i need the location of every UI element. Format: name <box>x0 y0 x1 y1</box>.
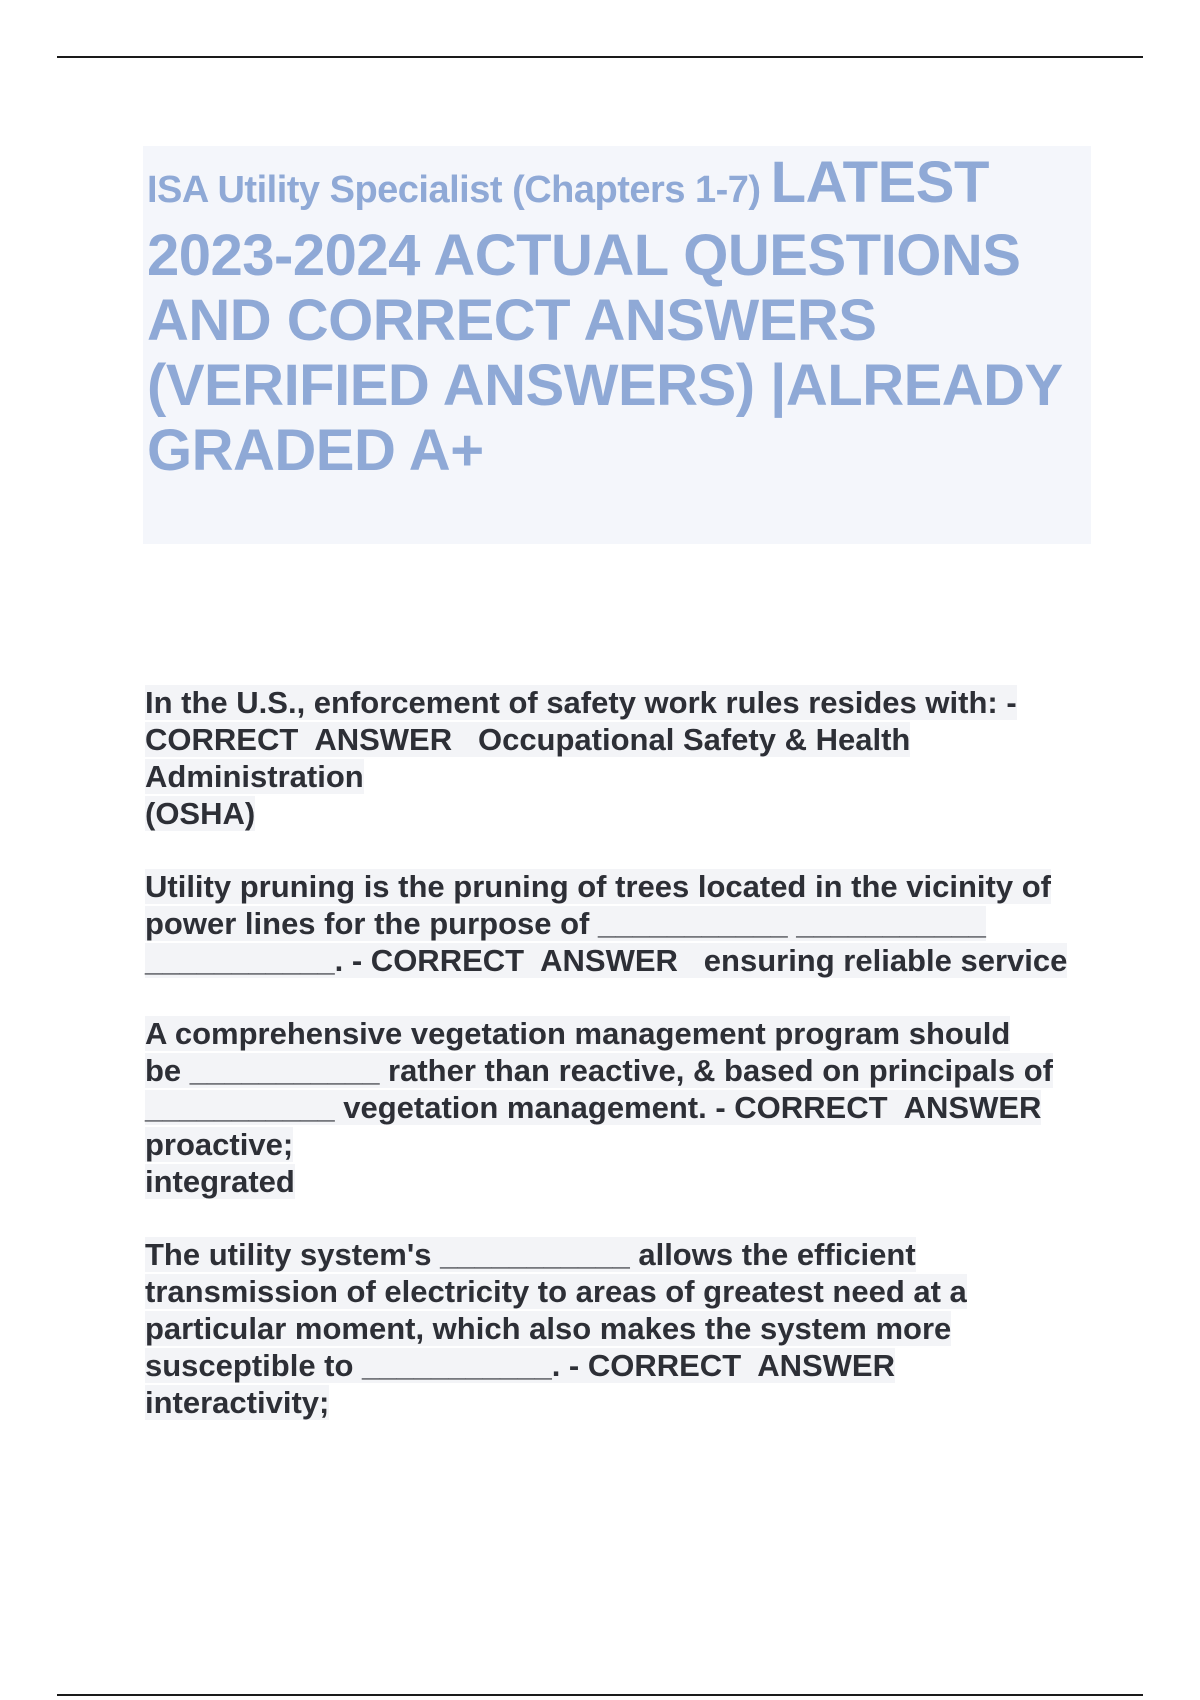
qa-line: be ___________ rather than reactive, & based on principals of <box>145 1053 1054 1088</box>
qa-line: ___________ vegetation management. - CORRECT ANSWER <box>145 1090 1042 1125</box>
bottom-divider <box>57 1694 1143 1696</box>
document-title-lead: ISA Utility Specialist (Chapters 1-7) <box>147 169 771 211</box>
qa-line: In the U.S., enforcement of safety work rules resides with: - <box>145 685 1017 720</box>
document-title <box>147 150 1087 483</box>
document-title-rest: LATEST 2023-2024 ACTUAL QUESTIONS AND CORRECT ANSWERS (VERIFIED ANSWERS) |ALREADY GRADED A+ <box>147 150 1062 483</box>
qa-line: (OSHA) <box>145 796 256 831</box>
qa-item <box>145 1236 1095 1421</box>
qa-line: CORRECT ANSWER Occupational Safety & Health <box>145 722 911 757</box>
qa-item <box>145 868 1095 979</box>
qa-list <box>145 684 1095 1457</box>
top-divider <box>57 56 1143 58</box>
qa-line: A comprehensive vegetation management program should <box>145 1016 1011 1051</box>
qa-line: integrated <box>145 1164 295 1199</box>
qa-line: susceptible to ___________. - CORRECT ANSWER <box>145 1348 895 1383</box>
qa-item <box>145 1015 1095 1200</box>
qa-line: Administration <box>145 759 364 794</box>
qa-line: particular moment, which also makes the system more <box>145 1311 952 1346</box>
title-banner <box>143 146 1091 544</box>
qa-line: ___________. - CORRECT ANSWER ensuring reliable service <box>145 943 1068 978</box>
qa-line: proactive; <box>145 1127 294 1162</box>
qa-line: The utility system's ___________ allows the efficient <box>145 1237 916 1272</box>
qa-line: power lines for the purpose of ___________ ___________ <box>145 906 986 941</box>
qa-line: Utility pruning is the pruning of trees located in the vicinity of <box>145 869 1051 904</box>
qa-item <box>145 684 1095 832</box>
qa-line: interactivity; <box>145 1385 330 1420</box>
qa-line: transmission of electricity to areas of greatest need at a <box>145 1274 967 1309</box>
